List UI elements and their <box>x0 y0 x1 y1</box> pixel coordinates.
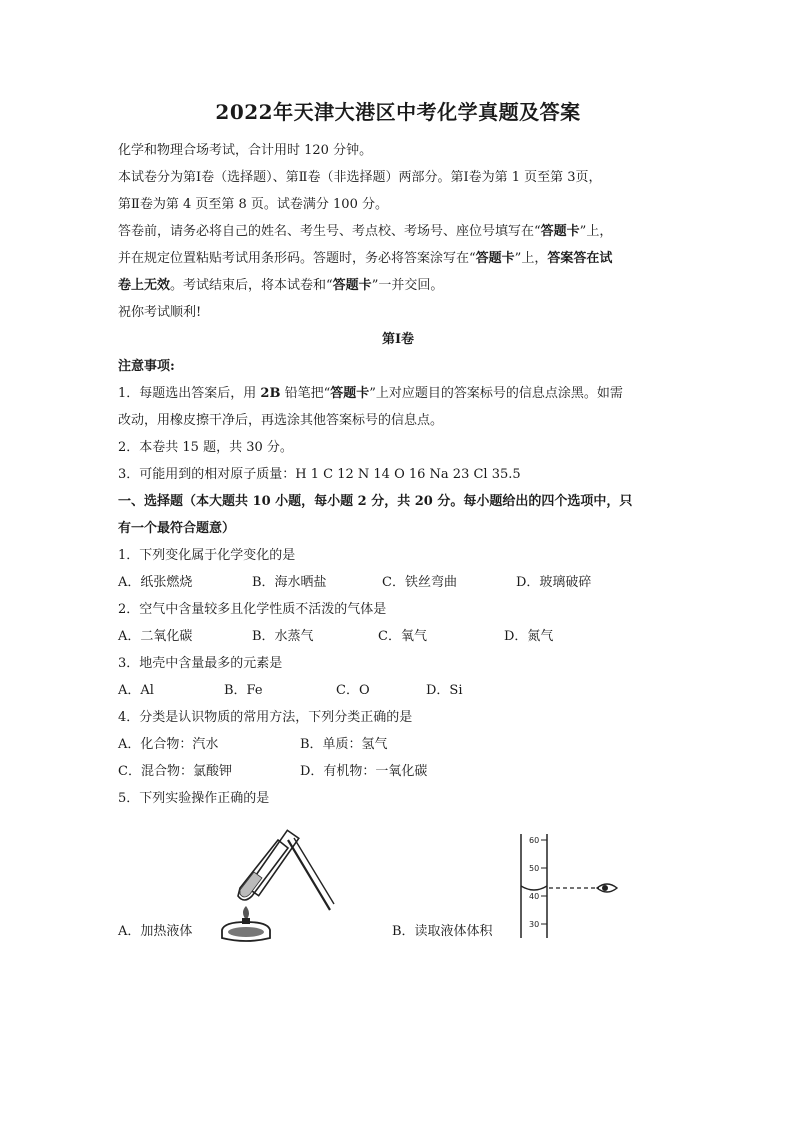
option-a: A．化合物：汽水 <box>118 737 219 752</box>
intro-line-4 <box>118 218 678 245</box>
question-4-options-row-1 <box>118 731 678 758</box>
intro-line-6 <box>118 272 678 299</box>
holder-handle-edge <box>294 838 334 904</box>
option-c: C．混合物：氯酸钾 <box>118 764 232 779</box>
question-5-figures <box>118 820 678 950</box>
answer-card-emphasis: 答题卡 <box>540 224 580 239</box>
option-a: A．二氧化碳 <box>118 629 193 644</box>
option-c: C．O <box>336 683 370 698</box>
option-c: C．氧气 <box>378 629 427 644</box>
holder-handle <box>288 840 330 910</box>
option-a-caption: A．加热液体 <box>118 924 193 939</box>
meniscus <box>521 886 547 890</box>
tick-label-60: 60 <box>529 836 540 845</box>
answer-card-emphasis: 答题卡 <box>330 386 370 401</box>
exam-page <box>118 96 678 950</box>
option-d: D．有机物：一氧化碳 <box>300 764 428 779</box>
note-2: 2．本卷共 15 题，共 30 分。 <box>118 440 293 455</box>
option-b: B．海水晒盐 <box>252 575 327 590</box>
notes-heading: 注意事项: <box>118 359 175 374</box>
note-1 <box>118 380 678 407</box>
option-d: D．氮气 <box>504 629 554 644</box>
section-heading: 第Ⅰ卷 <box>381 332 415 347</box>
option-b: B．Fe <box>224 683 263 698</box>
pencil-emphasis: 2B <box>260 386 281 401</box>
heating-liquid-figure <box>218 820 338 942</box>
reading-volume-figure <box>513 830 623 942</box>
question-2-stem: 2．空气中含量较多且化学性质不活泼的气体是 <box>118 602 387 617</box>
question-4-stem: 4．分类是认识物质的常用方法，下列分类正确的是 <box>118 710 413 725</box>
note-text: 铅笔把“ <box>280 386 331 401</box>
question-1-options <box>118 569 678 596</box>
intro-line-2: 本试卷分为第Ⅰ卷（选择题）、第Ⅱ卷（非选择题）两部分。第Ⅰ卷为第 1 页至第 3页， <box>118 170 602 185</box>
option-d: D．玻璃破碎 <box>516 575 592 590</box>
tick-label-30: 30 <box>529 920 540 929</box>
question-3-stem: 3．地壳中含量最多的元素是 <box>118 656 283 671</box>
part1-heading-1: 一、选择题（本大题共 10 小题，每小题 2 分，共 20 分。每小题给出的四个选项中，只 <box>118 494 633 509</box>
answer-card-emphasis: 答题卡 <box>475 251 515 266</box>
tick-label-40: 40 <box>529 892 540 901</box>
option-b: B．单质：氢气 <box>300 737 388 752</box>
intro-text: ”一并交回。 <box>371 278 444 293</box>
invalid-warning-emphasis: 卷上无效 <box>118 278 171 293</box>
lamp-wick-holder <box>242 918 250 924</box>
option-b-caption: B．读取液体体积 <box>392 924 493 939</box>
intro-line-1: 化学和物理合场考试，合计用时 120 分钟。 <box>118 143 373 158</box>
note-3: 3．可能用到的相对原子质量：H 1 C 12 N 14 O 16 Na 23 Cl 35.5 <box>118 467 521 482</box>
invalid-warning-emphasis: 答案答在试 <box>547 251 613 266</box>
part1-heading-2: 有一个最符合题意） <box>118 521 236 536</box>
option-b: B．水蒸气 <box>252 629 314 644</box>
intro-text: 。考试结束后，将本试卷和“ <box>170 278 333 293</box>
question-5-stem: 5．下列实验操作正确的是 <box>118 791 270 806</box>
note-text: 1．每题选出答案后，用 <box>118 386 261 401</box>
lamp-fuel <box>228 927 264 937</box>
question-2-options <box>118 623 678 650</box>
intro-text: 答卷前，请务必将自己的姓名、考生号、考点校、考场号、座位号填写在“ <box>118 224 541 239</box>
intro-text: ”上， <box>514 251 548 266</box>
option-d: D．Si <box>426 683 463 698</box>
flame <box>243 906 249 920</box>
tick-label-50: 50 <box>529 864 540 873</box>
question-3-options <box>118 677 678 704</box>
option-c: C．铁丝弯曲 <box>382 575 457 590</box>
question-1-stem: 1．下列变化属于化学变化的是 <box>118 548 296 563</box>
intro-line-7: 祝你考试顺利! <box>118 305 202 320</box>
note-text: ”上对应题目的答案标号的信息点涂黑。如需 <box>369 386 623 401</box>
intro-line-3: 第Ⅱ卷为第 4 页至第 8 页。试卷满分 100 分。 <box>118 197 388 212</box>
intro-line-5 <box>118 245 678 272</box>
eye-pupil-icon <box>602 885 608 891</box>
question-4-options-row-2 <box>118 758 678 785</box>
option-a: A．纸张燃烧 <box>118 575 193 590</box>
intro-text: ”上， <box>579 224 613 239</box>
intro-text: 并在规定位置粘贴考试用条形码。答题时，务必将答案涂写在“ <box>118 251 476 266</box>
option-a: A．Al <box>118 683 154 698</box>
note-1-continued: 改动，用橡皮擦干净后，再选涂其他答案标号的信息点。 <box>118 413 444 428</box>
page-title: 2022年天津大港区中考化学真题及答案 <box>215 100 581 124</box>
answer-card-emphasis: 答题卡 <box>332 278 372 293</box>
